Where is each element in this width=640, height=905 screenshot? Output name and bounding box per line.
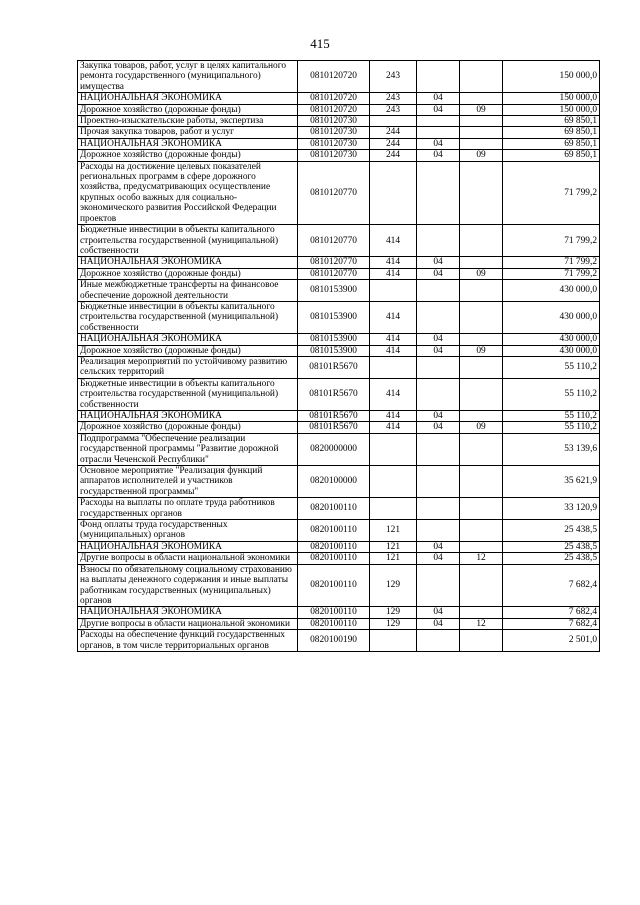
section-cell (417, 630, 460, 652)
expense-type-cell: 244 (370, 138, 417, 149)
table-row (78, 127, 600, 138)
target-code-cell: 08101R5670 (298, 422, 370, 433)
table-row (78, 225, 600, 257)
amount-cell: 71 799,2 (503, 161, 600, 224)
section-cell: 04 (417, 104, 460, 115)
amount-cell: 430 000,0 (503, 345, 600, 356)
expense-type-cell (370, 280, 417, 302)
expense-type-cell: 414 (370, 268, 417, 279)
section-cell (417, 356, 460, 378)
target-code-cell: 0810120770 (298, 225, 370, 257)
section-cell: 04 (417, 541, 460, 552)
target-code-cell: 0820100110 (298, 541, 370, 552)
amount-cell: 55 110,2 (503, 411, 600, 422)
target-code-cell: 0820100190 (298, 630, 370, 652)
expense-type-cell: 414 (370, 378, 417, 410)
expense-type-cell: 414 (370, 301, 417, 333)
expense-type-cell (370, 466, 417, 498)
expense-type-cell: 244 (370, 127, 417, 138)
target-code-cell: 0810120720 (298, 61, 370, 93)
subsection-cell: 09 (460, 345, 503, 356)
item-name-cell: Бюджетные инвестиции в объекты капитального строительства государственной (муниципальной) собственности (78, 301, 298, 333)
subsection-cell (460, 466, 503, 498)
item-name-cell: Реализация мероприятий по устойчивому развитию сельских территорий (78, 356, 298, 378)
section-cell: 04 (417, 334, 460, 345)
item-name-cell: НАЦИОНАЛЬНАЯ ЭКОНОМИКА (78, 541, 298, 552)
amount-cell: 430 000,0 (503, 280, 600, 302)
subsection-cell: 12 (460, 618, 503, 629)
target-code-cell: 08101R5670 (298, 411, 370, 422)
table-row (78, 301, 600, 333)
target-code-cell: 0820000000 (298, 433, 370, 465)
amount-cell: 71 799,2 (503, 268, 600, 279)
table-row (78, 93, 600, 104)
table-row (78, 334, 600, 345)
item-name-cell: Основное мероприятие "Реализация функций аппаратов исполнителей и участников государственной программы" (78, 466, 298, 498)
item-name-cell: Расходы на обеспечение функций государственных органов, в том числе территориальных органов (78, 630, 298, 652)
subsection-cell: 09 (460, 104, 503, 115)
budget-table (77, 60, 600, 652)
amount-cell: 55 110,2 (503, 356, 600, 378)
target-code-cell: 0810153900 (298, 280, 370, 302)
section-cell: 04 (417, 553, 460, 564)
subsection-cell (460, 127, 503, 138)
table-row (78, 541, 600, 552)
expense-type-cell: 414 (370, 345, 417, 356)
amount-cell: 69 850,1 (503, 138, 600, 149)
subsection-cell: 09 (460, 268, 503, 279)
subsection-cell (460, 93, 503, 104)
target-code-cell: 0810120730 (298, 138, 370, 149)
item-name-cell: НАЦИОНАЛЬНАЯ ЭКОНОМИКА (78, 257, 298, 268)
target-code-cell: 0810120730 (298, 116, 370, 127)
target-code-cell: 0820100110 (298, 553, 370, 564)
expense-type-cell: 244 (370, 150, 417, 161)
target-code-cell: 0820100000 (298, 466, 370, 498)
budget-table-body (78, 61, 600, 652)
target-code-cell: 0810120720 (298, 93, 370, 104)
amount-cell: 430 000,0 (503, 334, 600, 345)
table-row (78, 268, 600, 279)
amount-cell: 53 139,6 (503, 433, 600, 465)
section-cell: 04 (417, 93, 460, 104)
subsection-cell (460, 61, 503, 93)
target-code-cell: 0810120770 (298, 161, 370, 224)
item-name-cell: Проектно-изыскательские работы, экспертиза (78, 116, 298, 127)
item-name-cell: НАЦИОНАЛЬНАЯ ЭКОНОМИКА (78, 93, 298, 104)
subsection-cell (460, 541, 503, 552)
item-name-cell: Дорожное хозяйство (дорожные фонды) (78, 104, 298, 115)
expense-type-cell: 243 (370, 93, 417, 104)
subsection-cell (460, 225, 503, 257)
item-name-cell: Другие вопросы в области национальной экономики (78, 553, 298, 564)
section-cell: 04 (417, 618, 460, 629)
subsection-cell (460, 630, 503, 652)
item-name-cell: Подпрограмма "Обеспечение реализации государственной программы "Развитие дорожной отрасли Чеченской Республики" (78, 433, 298, 465)
subsection-cell (460, 607, 503, 618)
table-row (78, 553, 600, 564)
section-cell (417, 520, 460, 542)
expense-type-cell: 414 (370, 257, 417, 268)
amount-cell: 69 850,1 (503, 150, 600, 161)
target-code-cell: 0820100110 (298, 564, 370, 607)
subsection-cell (460, 334, 503, 345)
section-cell: 04 (417, 150, 460, 161)
subsection-cell (460, 257, 503, 268)
subsection-cell: 12 (460, 553, 503, 564)
table-row (78, 345, 600, 356)
amount-cell: 25 438,5 (503, 520, 600, 542)
item-name-cell: Иные межбюджетные трансферты на финансовое обеспечение дорожной деятельности (78, 280, 298, 302)
amount-cell: 69 850,1 (503, 116, 600, 127)
table-row (78, 411, 600, 422)
target-code-cell: 0810120730 (298, 150, 370, 161)
amount-cell: 430 000,0 (503, 301, 600, 333)
subsection-cell (460, 161, 503, 224)
table-row (78, 116, 600, 127)
section-cell (417, 301, 460, 333)
table-row (78, 498, 600, 520)
section-cell (417, 564, 460, 607)
amount-cell: 33 120,9 (503, 498, 600, 520)
subsection-cell (460, 411, 503, 422)
amount-cell: 35 621,9 (503, 466, 600, 498)
amount-cell: 150 000,0 (503, 61, 600, 93)
amount-cell: 7 682,4 (503, 564, 600, 607)
section-cell: 04 (417, 257, 460, 268)
expense-type-cell: 121 (370, 520, 417, 542)
table-row (78, 257, 600, 268)
subsection-cell: 09 (460, 150, 503, 161)
section-cell (417, 225, 460, 257)
subsection-cell (460, 138, 503, 149)
expense-type-cell (370, 161, 417, 224)
subsection-cell (460, 498, 503, 520)
subsection-cell (460, 301, 503, 333)
item-name-cell: Расходы на достижение целевых показателей региональных программ в сфере дорожного хозяйства, предусматривающих осуществление крупных особо важных для социально-экономического развития Российской Федерации проектов (78, 161, 298, 224)
amount-cell: 150 000,0 (503, 104, 600, 115)
expense-type-cell (370, 498, 417, 520)
target-code-cell: 08101R5670 (298, 356, 370, 378)
subsection-cell (460, 378, 503, 410)
amount-cell: 7 682,4 (503, 607, 600, 618)
item-name-cell: Фонд оплаты труда государственных (муниципальных) органов (78, 520, 298, 542)
item-name-cell: Дорожное хозяйство (дорожные фонды) (78, 150, 298, 161)
expense-type-cell: 121 (370, 553, 417, 564)
item-name-cell: Бюджетные инвестиции в объекты капитального строительства государственной (муниципальной) собственности (78, 378, 298, 410)
expense-type-cell (370, 433, 417, 465)
table-row (78, 466, 600, 498)
expense-type-cell: 414 (370, 422, 417, 433)
table-row (78, 564, 600, 607)
section-cell (417, 61, 460, 93)
target-code-cell: 08101R5670 (298, 378, 370, 410)
target-code-cell: 0810120730 (298, 127, 370, 138)
table-row (78, 607, 600, 618)
section-cell: 04 (417, 411, 460, 422)
item-name-cell: Прочая закупка товаров, работ и услуг (78, 127, 298, 138)
expense-type-cell: 129 (370, 564, 417, 607)
section-cell (417, 498, 460, 520)
item-name-cell: НАЦИОНАЛЬНАЯ ЭКОНОМИКА (78, 411, 298, 422)
amount-cell: 71 799,2 (503, 257, 600, 268)
subsection-cell (460, 280, 503, 302)
expense-type-cell: 243 (370, 104, 417, 115)
item-name-cell: Дорожное хозяйство (дорожные фонды) (78, 345, 298, 356)
section-cell: 04 (417, 138, 460, 149)
table-row (78, 520, 600, 542)
target-code-cell: 0810120770 (298, 268, 370, 279)
item-name-cell: НАЦИОНАЛЬНАЯ ЭКОНОМИКА (78, 607, 298, 618)
target-code-cell: 0810153900 (298, 334, 370, 345)
page-number: 415 (310, 36, 330, 51)
table-row (78, 104, 600, 115)
subsection-cell (460, 520, 503, 542)
target-code-cell: 0810153900 (298, 301, 370, 333)
expense-type-cell: 414 (370, 411, 417, 422)
target-code-cell: 0810120770 (298, 257, 370, 268)
section-cell: 04 (417, 268, 460, 279)
item-name-cell: НАЦИОНАЛЬНАЯ ЭКОНОМИКА (78, 334, 298, 345)
item-name-cell: НАЦИОНАЛЬНАЯ ЭКОНОМИКА (78, 138, 298, 149)
expense-type-cell: 414 (370, 225, 417, 257)
table-row (78, 150, 600, 161)
item-name-cell: Дорожное хозяйство (дорожные фонды) (78, 268, 298, 279)
table-row (78, 138, 600, 149)
expense-type-cell: 121 (370, 541, 417, 552)
item-name-cell: Другие вопросы в области национальной экономики (78, 618, 298, 629)
item-name-cell: Дорожное хозяйство (дорожные фонды) (78, 422, 298, 433)
target-code-cell: 0820100110 (298, 618, 370, 629)
table-row (78, 433, 600, 465)
subsection-cell (460, 356, 503, 378)
table-row (78, 422, 600, 433)
section-cell (417, 433, 460, 465)
section-cell (417, 280, 460, 302)
amount-cell: 7 682,4 (503, 618, 600, 629)
amount-cell: 25 438,5 (503, 541, 600, 552)
table-row (78, 61, 600, 93)
target-code-cell: 0810120720 (298, 104, 370, 115)
table-row (78, 356, 600, 378)
section-cell (417, 127, 460, 138)
target-code-cell: 0810153900 (298, 345, 370, 356)
amount-cell: 69 850,1 (503, 127, 600, 138)
table-row (78, 630, 600, 652)
target-code-cell: 0820100110 (298, 498, 370, 520)
item-name-cell: Бюджетные инвестиции в объекты капитального строительства государственной (муниципальной) собственности (78, 225, 298, 257)
target-code-cell: 0820100110 (298, 607, 370, 618)
amount-cell: 2 501,0 (503, 630, 600, 652)
section-cell: 04 (417, 345, 460, 356)
subsection-cell (460, 564, 503, 607)
subsection-cell: 09 (460, 422, 503, 433)
subsection-cell (460, 433, 503, 465)
table-row (78, 280, 600, 302)
item-name-cell: Взносы по обязательному социальному страхованию на выплаты денежного содержания и иные выплаты работникам государственных (муниципальных) органов (78, 564, 298, 607)
table-row (78, 161, 600, 224)
amount-cell: 55 110,2 (503, 422, 600, 433)
expense-type-cell (370, 356, 417, 378)
amount-cell: 55 110,2 (503, 378, 600, 410)
amount-cell: 25 438,5 (503, 553, 600, 564)
table-row (78, 618, 600, 629)
expense-type-cell: 414 (370, 334, 417, 345)
expense-type-cell (370, 116, 417, 127)
target-code-cell: 0820100110 (298, 520, 370, 542)
expense-type-cell (370, 630, 417, 652)
section-cell (417, 466, 460, 498)
section-cell: 04 (417, 422, 460, 433)
amount-cell: 71 799,2 (503, 225, 600, 257)
expense-type-cell: 129 (370, 618, 417, 629)
table-row (78, 378, 600, 410)
section-cell (417, 116, 460, 127)
expense-type-cell: 129 (370, 607, 417, 618)
expense-type-cell: 243 (370, 61, 417, 93)
subsection-cell (460, 116, 503, 127)
section-cell (417, 378, 460, 410)
item-name-cell: Закупка товаров, работ, услуг в целях капитального ремонта государственного (муниципального) имущества (78, 61, 298, 93)
amount-cell: 150 000,0 (503, 93, 600, 104)
item-name-cell: Расходы на выплаты по оплате труда работников государственных органов (78, 498, 298, 520)
section-cell (417, 161, 460, 224)
section-cell: 04 (417, 607, 460, 618)
